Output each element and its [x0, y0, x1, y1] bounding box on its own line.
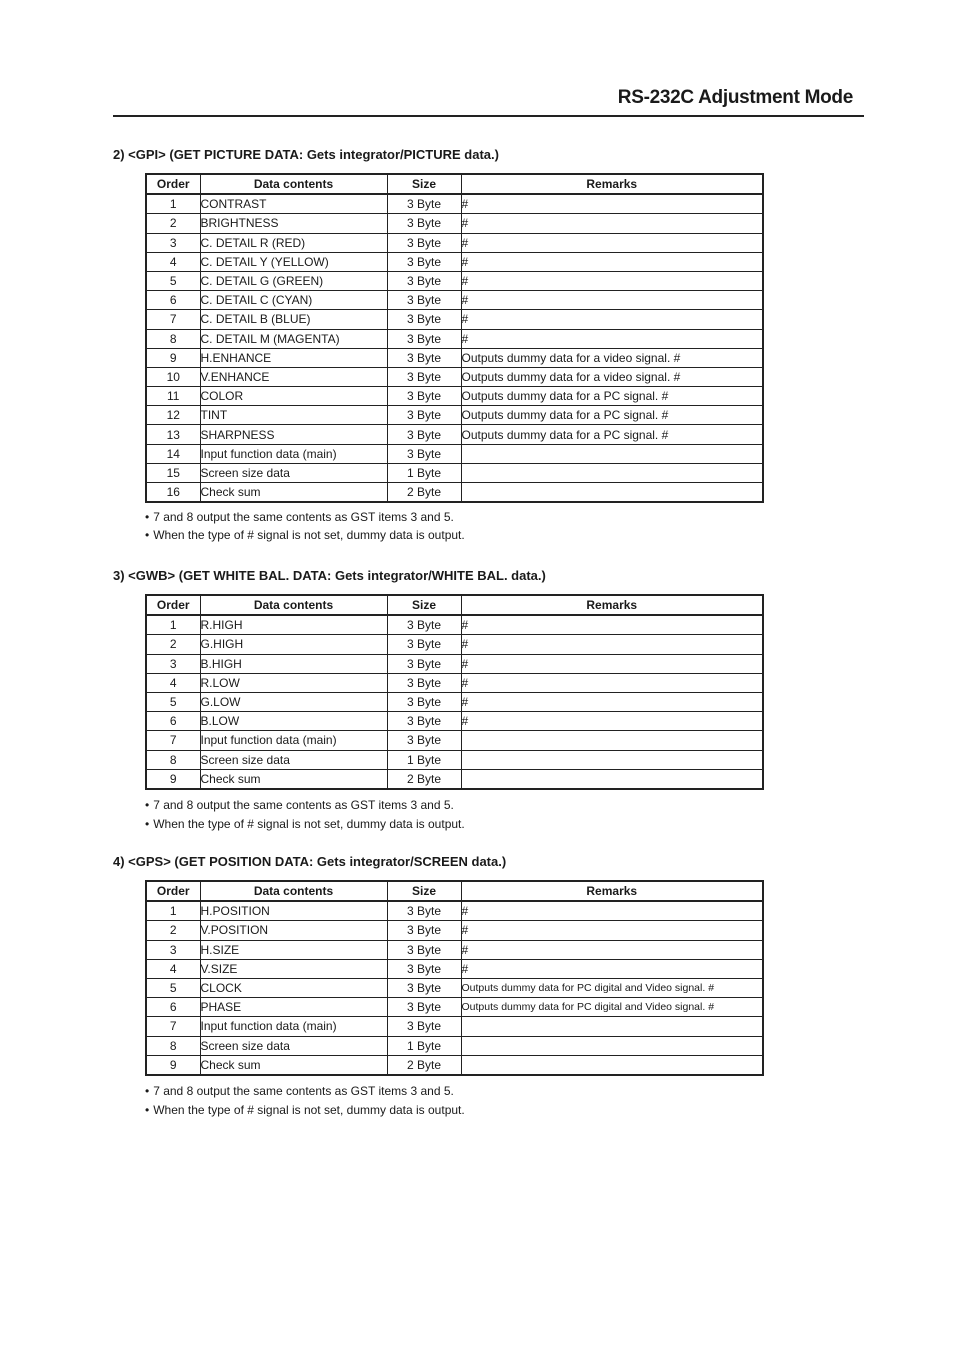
size-cell: 3 Byte [387, 978, 461, 997]
order-cell: 11 [146, 387, 200, 406]
size-cell: 3 Byte [387, 233, 461, 252]
remarks-cell: # [461, 252, 763, 271]
data-contents-cell: B.HIGH [200, 654, 387, 673]
size-cell: 3 Byte [387, 252, 461, 271]
table-row [146, 673, 763, 692]
header-rule [113, 115, 864, 117]
size-cell: 3 Byte [387, 673, 461, 692]
table-row [146, 271, 763, 290]
column-header-order: Order [146, 174, 200, 194]
data-contents-cell: SHARPNESS [200, 425, 387, 444]
order-cell: 14 [146, 444, 200, 463]
size-cell: 3 Byte [387, 940, 461, 959]
order-cell: 3 [146, 233, 200, 252]
data-contents-cell: R.LOW [200, 673, 387, 692]
table-row [146, 444, 763, 463]
table-row [146, 978, 763, 997]
remarks-cell [461, 750, 763, 769]
order-cell: 4 [146, 673, 200, 692]
table-row [146, 921, 763, 940]
note: • 7 and 8 output the same contents as GST items 3 and 5. [145, 510, 454, 524]
data-contents-cell: CLOCK [200, 978, 387, 997]
order-cell: 4 [146, 252, 200, 271]
data-contents-cell: Check sum [200, 483, 387, 503]
section-heading-gwb: 3) <GWB> (GET WHITE BAL. DATA: Gets integrator/WHITE BAL. data.) [113, 568, 546, 583]
data-contents-cell: Input function data (main) [200, 731, 387, 750]
data-contents-cell: V.ENHANCE [200, 367, 387, 386]
size-cell: 3 Byte [387, 921, 461, 940]
column-header-data-contents: Data contents [200, 881, 387, 901]
size-cell: 2 Byte [387, 769, 461, 789]
table-row [146, 1036, 763, 1055]
remarks-cell: Outputs dummy data for a video signal. # [461, 348, 763, 367]
remarks-cell: Outputs dummy data for PC digital and Video signal. # [461, 978, 763, 997]
size-cell: 3 Byte [387, 214, 461, 233]
data-contents-cell: C. DETAIL B (BLUE) [200, 310, 387, 329]
size-cell: 3 Byte [387, 329, 461, 348]
data-contents-cell: C. DETAIL G (GREEN) [200, 271, 387, 290]
data-contents-cell: TINT [200, 406, 387, 425]
remarks-cell [461, 1055, 763, 1075]
size-cell: 3 Byte [387, 348, 461, 367]
note: • 7 and 8 output the same contents as GST items 3 and 5. [145, 1084, 454, 1098]
data-contents-cell: C. DETAIL Y (YELLOW) [200, 252, 387, 271]
remarks-cell: Outputs dummy data for a PC signal. # [461, 387, 763, 406]
order-cell: 7 [146, 731, 200, 750]
remarks-cell: # [461, 233, 763, 252]
size-cell: 3 Byte [387, 959, 461, 978]
note: • 7 and 8 output the same contents as GST items 3 and 5. [145, 798, 454, 812]
size-cell: 1 Byte [387, 463, 461, 482]
remarks-cell [461, 1017, 763, 1036]
column-header-remarks: Remarks [461, 174, 763, 194]
size-cell: 3 Byte [387, 901, 461, 921]
table-row [146, 367, 763, 386]
table-row [146, 692, 763, 711]
remarks-cell: # [461, 959, 763, 978]
order-cell: 3 [146, 654, 200, 673]
table-row [146, 615, 763, 635]
column-header-data-contents: Data contents [200, 174, 387, 194]
note: • When the type of # signal is not set, dummy data is output. [145, 528, 465, 542]
table-row [146, 194, 763, 214]
column-header-data-contents: Data contents [200, 595, 387, 615]
remarks-cell: Outputs dummy data for a PC signal. # [461, 406, 763, 425]
column-header-size: Size [387, 174, 461, 194]
table-row [146, 731, 763, 750]
remarks-cell: # [461, 194, 763, 214]
remarks-cell: # [461, 214, 763, 233]
order-cell: 9 [146, 1055, 200, 1075]
table-row [146, 712, 763, 731]
size-cell: 3 Byte [387, 731, 461, 750]
size-cell: 3 Byte [387, 635, 461, 654]
remarks-cell: # [461, 901, 763, 921]
remarks-cell [461, 731, 763, 750]
remarks-cell: # [461, 271, 763, 290]
remarks-cell: # [461, 635, 763, 654]
order-cell: 8 [146, 750, 200, 769]
remarks-cell: Outputs dummy data for a video signal. # [461, 367, 763, 386]
remarks-cell: # [461, 310, 763, 329]
size-cell: 3 Byte [387, 310, 461, 329]
data-contents-cell: V.POSITION [200, 921, 387, 940]
order-cell: 7 [146, 310, 200, 329]
data-contents-cell: Input function data (main) [200, 444, 387, 463]
order-cell: 5 [146, 692, 200, 711]
table-row [146, 387, 763, 406]
size-cell: 3 Byte [387, 444, 461, 463]
data-contents-cell: Screen size data [200, 750, 387, 769]
order-cell: 10 [146, 367, 200, 386]
table-row [146, 463, 763, 482]
remarks-cell: Outputs dummy data for a PC signal. # [461, 425, 763, 444]
remarks-cell: # [461, 329, 763, 348]
remarks-cell: # [461, 940, 763, 959]
remarks-cell: # [461, 921, 763, 940]
order-cell: 6 [146, 712, 200, 731]
table-row [146, 998, 763, 1017]
data-contents-cell: C. DETAIL M (MAGENTA) [200, 329, 387, 348]
data-contents-cell: PHASE [200, 998, 387, 1017]
size-cell: 3 Byte [387, 291, 461, 310]
data-contents-cell: R.HIGH [200, 615, 387, 635]
size-cell: 3 Byte [387, 194, 461, 214]
size-cell: 3 Byte [387, 1017, 461, 1036]
order-cell: 1 [146, 194, 200, 214]
data-contents-cell: C. DETAIL C (CYAN) [200, 291, 387, 310]
size-cell: 3 Byte [387, 654, 461, 673]
order-cell: 12 [146, 406, 200, 425]
gps-table [145, 880, 764, 1076]
data-contents-cell: C. DETAIL R (RED) [200, 233, 387, 252]
note: • When the type of # signal is not set, dummy data is output. [145, 1103, 465, 1117]
size-cell: 2 Byte [387, 1055, 461, 1075]
size-cell: 3 Byte [387, 406, 461, 425]
table-row [146, 310, 763, 329]
section-heading-gps: 4) <GPS> (GET POSITION DATA: Gets integrator/SCREEN data.) [113, 854, 507, 869]
page-title: RS-232C Adjustment Mode [617, 87, 853, 108]
size-cell: 3 Byte [387, 692, 461, 711]
remarks-cell: Outputs dummy data for PC digital and Video signal. # [461, 998, 763, 1017]
table-row [146, 425, 763, 444]
order-cell: 15 [146, 463, 200, 482]
order-cell: 7 [146, 1017, 200, 1036]
order-cell: 5 [146, 271, 200, 290]
table-row [146, 654, 763, 673]
remarks-cell: # [461, 673, 763, 692]
column-header-size: Size [387, 595, 461, 615]
order-cell: 4 [146, 959, 200, 978]
remarks-cell: # [461, 654, 763, 673]
section-heading-gpi: 2) <GPI> (GET PICTURE DATA: Gets integrator/PICTURE data.) [113, 147, 499, 162]
size-cell: 3 Byte [387, 615, 461, 635]
table-row [146, 940, 763, 959]
order-cell: 2 [146, 635, 200, 654]
remarks-cell: # [461, 712, 763, 731]
remarks-cell: # [461, 291, 763, 310]
data-contents-cell: Check sum [200, 769, 387, 789]
data-contents-cell: Screen size data [200, 463, 387, 482]
data-contents-cell: Check sum [200, 1055, 387, 1075]
data-contents-cell: H.SIZE [200, 940, 387, 959]
remarks-cell [461, 483, 763, 503]
order-cell: 9 [146, 348, 200, 367]
size-cell: 1 Byte [387, 750, 461, 769]
data-contents-cell: BRIGHTNESS [200, 214, 387, 233]
table-row [146, 635, 763, 654]
size-cell: 1 Byte [387, 1036, 461, 1055]
table-row [146, 750, 763, 769]
gpi-table [145, 173, 764, 503]
order-cell: 16 [146, 483, 200, 503]
data-contents-cell: Input function data (main) [200, 1017, 387, 1036]
table-row [146, 214, 763, 233]
table-row [146, 769, 763, 789]
order-cell: 1 [146, 615, 200, 635]
data-contents-cell: B.LOW [200, 712, 387, 731]
remarks-cell [461, 769, 763, 789]
data-contents-cell: H.POSITION [200, 901, 387, 921]
size-cell: 2 Byte [387, 483, 461, 503]
table-row [146, 291, 763, 310]
remarks-cell: # [461, 615, 763, 635]
size-cell: 3 Byte [387, 425, 461, 444]
data-contents-cell: G.HIGH [200, 635, 387, 654]
remarks-cell [461, 463, 763, 482]
order-cell: 6 [146, 291, 200, 310]
order-cell: 5 [146, 978, 200, 997]
order-cell: 8 [146, 1036, 200, 1055]
order-cell: 2 [146, 921, 200, 940]
data-contents-cell: COLOR [200, 387, 387, 406]
table-row [146, 329, 763, 348]
table-row [146, 483, 763, 503]
table-row [146, 1017, 763, 1036]
gwb-table [145, 594, 764, 790]
note: • When the type of # signal is not set, dummy data is output. [145, 817, 465, 831]
column-header-order: Order [146, 881, 200, 901]
data-contents-cell: V.SIZE [200, 959, 387, 978]
remarks-cell [461, 1036, 763, 1055]
size-cell: 3 Byte [387, 387, 461, 406]
order-cell: 8 [146, 329, 200, 348]
table-row [146, 1055, 763, 1075]
remarks-cell: # [461, 692, 763, 711]
data-contents-cell: Screen size data [200, 1036, 387, 1055]
data-contents-cell: H.ENHANCE [200, 348, 387, 367]
order-cell: 3 [146, 940, 200, 959]
order-cell: 1 [146, 901, 200, 921]
order-cell: 2 [146, 214, 200, 233]
column-header-remarks: Remarks [461, 881, 763, 901]
table-row [146, 901, 763, 921]
column-header-remarks: Remarks [461, 595, 763, 615]
column-header-order: Order [146, 595, 200, 615]
size-cell: 3 Byte [387, 367, 461, 386]
data-contents-cell: CONTRAST [200, 194, 387, 214]
size-cell: 3 Byte [387, 271, 461, 290]
size-cell: 3 Byte [387, 712, 461, 731]
table-row [146, 406, 763, 425]
table-row [146, 233, 763, 252]
column-header-size: Size [387, 881, 461, 901]
table-row [146, 252, 763, 271]
order-cell: 13 [146, 425, 200, 444]
order-cell: 6 [146, 998, 200, 1017]
table-row [146, 959, 763, 978]
size-cell: 3 Byte [387, 998, 461, 1017]
data-contents-cell: G.LOW [200, 692, 387, 711]
order-cell: 9 [146, 769, 200, 789]
table-row [146, 348, 763, 367]
remarks-cell [461, 444, 763, 463]
